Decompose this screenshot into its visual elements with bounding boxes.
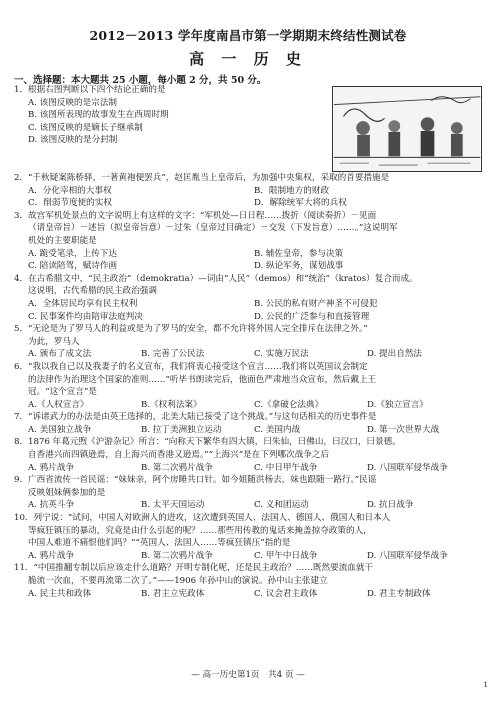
question-8 [14, 436, 480, 474]
question-9-option-d: D. 抗日战争 [367, 500, 414, 511]
question-1-option-b: B. 该图所表现的故事发生在西周时期 [28, 110, 169, 121]
question-5-option-a: A. 颁布了成文法 [28, 349, 92, 360]
question-9-option-a: A. 抗英斗争 [28, 500, 75, 511]
question-6-option-a: A.《人权宣言》 [28, 399, 89, 410]
question-8-option-d: D. 八国联军侵华战争 [367, 462, 448, 473]
question-5-stem-line-2: 为此，罗马人 [28, 336, 80, 347]
question-11-option-c: C. 议会君主政体 [254, 588, 318, 599]
question-4-option-a: A．全体居民均享有民主权利 [28, 298, 138, 309]
question-10-stem-line-1: 10．列宁说：“试问，中国人对欧洲人的进攻，这次遭到英国人、法国人、德国人、俄国人和日本人 [14, 513, 391, 524]
page-mark: 1 [483, 681, 488, 689]
question-7-option-a: A. 美国独立战争 [28, 424, 92, 435]
question-2-option-b: B．限制地方的财政 [254, 185, 330, 196]
question-4 [14, 273, 480, 323]
exam-title: 2012－2013 学年度南昌市第一学期期末终结性测试卷 [89, 28, 407, 43]
question-11 [14, 562, 480, 600]
question-11-option-b: B. 君主立宪政体 [141, 588, 205, 599]
question-6 [14, 361, 480, 411]
question-6-option-b: B.《权利法案》 [141, 399, 202, 410]
question-3-option-d: D. 纵论军务，谋划战事 [254, 261, 344, 272]
question-3-option-b: B. 辅佐皇帝，参与决策 [254, 248, 344, 259]
question-1-stem: 1．根据右图判断以下四个结论正确的是 [14, 85, 166, 95]
question-list [14, 84, 480, 600]
question-1 [14, 84, 480, 172]
question-4-option-d: D. 公民的广泛参与和直接管理 [254, 311, 370, 322]
question-2-option-c: C．削弱节度使的实权 [28, 198, 112, 209]
question-10-option-a: A. 鸦片战争 [28, 550, 75, 561]
question-4-option-c: C. 民事案件均由陪审法庭判决 [28, 311, 143, 322]
question-9 [14, 474, 480, 512]
question-10-stem-line-3: 中国人难道不痛恨他们吗？”“英国人、法国人……等疯狂镇压”指的是 [28, 538, 291, 549]
question-11-option-d: D. 君主专制政体 [367, 588, 431, 599]
question-3-stem-line-3: 机处的主要职能是 [28, 235, 97, 246]
question-11-option-a: A. 民主共和政体 [28, 588, 92, 599]
question-9-option-c: C. 义和团运动 [254, 500, 309, 511]
question-11-stem-line-1: 11．“中国推翻专制以后应该走什么道路？开明专制化呢，还是民主政治？……既然要流血就干 [14, 563, 374, 574]
question-2-option-d: D．解除统军大将的兵权 [254, 198, 347, 209]
question-8-stem-line-2: 自香港兴而四镇逊焉，自上海兴而香港又逊焉。”“上海兴”是在下列哪次战争之后 [28, 450, 330, 461]
question-3-stem-line-1: 3．故宫军机处景点的文字说明上有这样的文字：“军机处—日日程……拨折（阅读奏折）－见面 [14, 210, 377, 221]
question-6-stem-line-2: 的法律作为治理这个国家的准则……”听毕书朗读完后，他面色严肃地当众宣布，然后戴上王 [28, 374, 377, 385]
question-10-option-c: C. 甲午中日战争 [254, 550, 318, 561]
exam-subject: 高 一 历 史 [189, 50, 307, 68]
question-2-stem: 2．“千秋疑案陈桥驿，一著黄袍便罢兵”，赵匡胤当上皇帝后，为加强中央集权，采取的首要措施是 [14, 173, 390, 183]
question-5-option-c: C. 实施万民法 [254, 349, 309, 360]
question-5-stem-line-1: 5．“无论是为了罗马人的利益或是为了罗马的安全，都不允许将外国人完全排斥在法律之外。” [14, 324, 368, 335]
question-1-option-d: D. 该图反映的是分封制 [28, 135, 118, 146]
question-3-stem-line-2: （请皇帝旨）－述旨（拟皇帝旨意）－过朱（皇帝过目确定）－交发（下发旨意）……。”这说明军 [28, 223, 398, 234]
question-8-option-c: C. 中日甲午战争 [254, 462, 318, 473]
question-6-option-c: C.《拿破仑法典》 [254, 399, 324, 410]
question-4-stem-line-2: 这说明，古代希腊的民主政治强调 [28, 286, 157, 297]
question-2 [14, 172, 480, 210]
question-9-stem-line-1: 9．广西省流传一首民谣：“妹妹亲，阿个房睡共口针。如今姐随洪杨去，妹也跟随一路行。”民谣 [14, 475, 377, 486]
question-10-stem-line-2: 等疯狂镇压的暴动，究竟是由什么引起的呢？……那些用传教的鬼话来掩盖掠夺政策的人， [28, 525, 372, 536]
historical-illustration [332, 86, 482, 172]
question-1-option-c: C. 该图反映的是嫡长子继承制 [28, 122, 143, 133]
question-5-option-b: B. 完善了公民法 [141, 349, 205, 360]
question-4-stem-line-1: 4．在古希腊文中，“民主政治”（demokratia）—词由“人民”（demos）和“统治”（kratos）复合而成。 [14, 273, 418, 284]
question-1-option-a: A. 该图反映的是宗法制 [28, 97, 118, 108]
question-9-option-b: B. 太平天国运动 [141, 500, 205, 511]
question-7-option-d: D. 第一次世界大战 [367, 424, 440, 435]
question-4-option-b: B. 公民的私有财产神圣不可侵犯 [254, 298, 378, 309]
question-6-option-d: D.《独立宣言》 [367, 399, 428, 410]
question-8-option-a: A. 鸦片战争 [28, 462, 75, 473]
question-10 [14, 512, 480, 562]
question-8-option-b: B. 第二次鸦片战争 [141, 462, 213, 473]
question-3 [14, 210, 480, 273]
section-heading: 一、选择题：本大题共 25 小题，每小题 2 分，共 50 分。 [14, 75, 267, 86]
page-footer: — 高一历史第1页 共4 页 — [191, 670, 305, 680]
question-10-option-d: D. 八国联军侵华战争 [367, 550, 448, 561]
question-8-stem-line-1: 8．1876 年葛元煦《沪游杂记》所言：“向称天下繁华有四大镇，曰朱仙，曰佛山，曰汉口，曰景德。 [14, 437, 401, 448]
question-6-stem-line-1: 6．“我以我自己以及我妻子的名义宣布，我们将衷心接受这个宣言……我们将以英国议会制定 [14, 361, 368, 372]
question-2-option-a: A．分化宰相的大事权 [28, 185, 112, 196]
question-7-stem: 7．“诉诸武力的办法是由英王选择的，北美大陆已接受了这个挑战。”与这句话相关的历史事件是 [14, 412, 377, 423]
question-11-stem-line-2: 脆流一次血，不要再流第二次了。”——1906 年孙中山的演说。孙中山主张建立 [28, 576, 328, 586]
question-7-option-c: C. 美国内战 [254, 424, 301, 435]
question-9-stem-line-2: 反映姐妹俩参加的是 [28, 487, 106, 498]
question-6-stem-line-3: 冠。“这个宣言”是 [28, 387, 97, 398]
question-5 [14, 323, 480, 361]
question-5-option-d: D. 提出自然法 [367, 349, 423, 360]
question-3-option-c: C. 陪读陪驾，赋诗作画 [28, 261, 118, 272]
question-7-option-b: B. 拉丁美洲独立运动 [141, 424, 222, 435]
question-3-option-a: A. 跪受笔录，上传下达 [28, 248, 118, 259]
question-10-option-b: B. 第二次鸦片战争 [141, 550, 213, 561]
question-7 [14, 411, 480, 436]
